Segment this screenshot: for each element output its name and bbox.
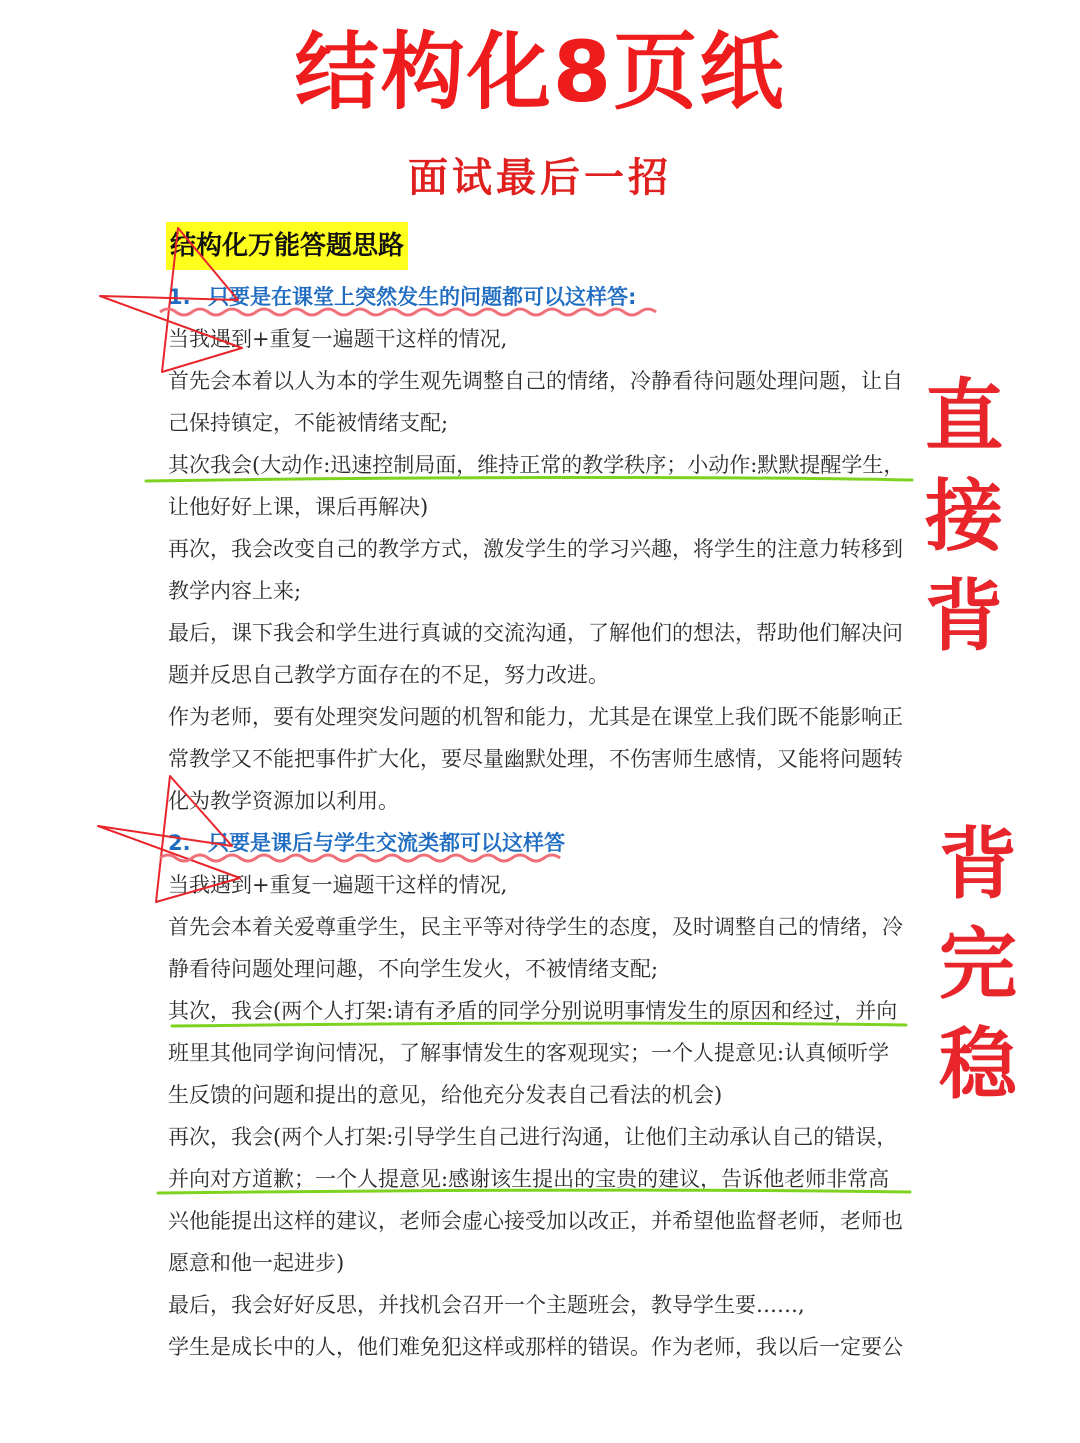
q2-line-6: 生反馈的问题和提出的意见，给他充分发表自己看法的机会) — [168, 1083, 723, 1107]
q2-line-9: 兴他能提出这样的建议，老师会虚心接受加以改正，并希望他监督老师，老师也 — [168, 1209, 903, 1233]
q1-line-1: 当我遇到+重复一遍题干这样的情况, — [168, 327, 508, 351]
q2-line-5: 班里其他同学询问情况，了解事情发生的客观现实；一个人提意见:认真倾听学 — [168, 1041, 890, 1065]
page-title: 结构化8页纸 — [294, 23, 786, 121]
side-note-memorize-steady — [938, 820, 1018, 1126]
q1-line-8: 最后，课下我会和学生进行真诚的交流沟通，了解他们的想法，帮助他们解决问 — [168, 621, 903, 645]
question-2-text: 只要是课后与学生交流类都可以这样答 — [208, 831, 565, 855]
side-note-1-char-2: 接 — [924, 472, 1003, 562]
q2-line-12: 学生是成长中的人，他们难免犯这样或那样的错误。作为老师，我以后一定要公 — [168, 1335, 903, 1359]
q1-line-12: 化为教学资源加以利用。 — [168, 789, 399, 813]
q1-line-10: 作为老师，要有处理突发问题的机智和能力，尤其是在课堂上我们既不能影响正 — [168, 705, 903, 729]
question-1-number: 1. — [168, 285, 191, 309]
side-note-2-char-1: 背 — [938, 820, 1017, 910]
side-note-1-char-3: 背 — [924, 572, 1003, 662]
q2-line-3: 静看待问题处理问趣，不向学生发火，不被情绪支配; — [168, 957, 659, 981]
q2-line-11: 最后，我会好好反思，并找机会召开一个主题班会，教导学生要……, — [168, 1293, 805, 1317]
question-2-title — [168, 828, 565, 858]
q2-line-10: 愿意和他一起进步) — [168, 1251, 345, 1275]
question-1-title — [168, 282, 636, 312]
section-heading: 结构化万能答题思路 — [166, 222, 408, 270]
side-note-direct-memorize — [924, 372, 1004, 678]
q1-line-11: 常教学又不能把事件扩大化，要尽量幽默处理，不伤害师生感情，又能将问题转 — [168, 747, 903, 771]
side-note-1-char-1: 直 — [924, 372, 1003, 462]
q2-line-1: 当我遇到+重复一遍题干这样的情况, — [168, 873, 508, 897]
q1-line-4: 其次我会(大动作:迅速控制局面，维持正常的教学秩序；小动作:默默提醒学生， — [168, 453, 905, 477]
q1-line-9: 题并反思自己教学方面存在的不足，努力改进。 — [168, 663, 609, 687]
side-note-2-char-2: 完 — [938, 920, 1017, 1010]
q2-line-2: 首先会本着关爱尊重学生，民主平等对待学生的态度，及时调整自己的情绪，冷 — [168, 915, 903, 939]
question-2-number: 2. — [168, 831, 191, 855]
q1-line-2: 首先会本着以人为本的学生观先调整自己的情绪，冷静看待问题处理问题，让自 — [168, 369, 903, 393]
question-1-text: 只要是在课堂上突然发生的问题都可以这样答: — [208, 285, 637, 309]
q1-line-7: 教学内容上来; — [168, 579, 302, 603]
q2-line-4: 其次，我会(两个人打架:请有矛盾的同学分别说明事情发生的原因和经过，并向 — [168, 999, 898, 1023]
q1-line-3: 己保持镇定，不能被情绪支配; — [168, 411, 449, 435]
q2-line-7: 再次，我会(两个人打架:引导学生自己进行沟通，让他们主动承认自己的错误， — [168, 1125, 898, 1149]
q1-line-5: 让他好好上课，课后再解决) — [168, 495, 429, 519]
q2-line-8: 并向对方道歉；一个人提意见:感谢该生提出的宝贵的建议，告诉他老师非常高 — [168, 1167, 890, 1191]
q1-line-6: 再次，我会改变自己的教学方式，激发学生的学习兴趣，将学生的注意力转移到 — [168, 537, 903, 561]
page-subtitle: 面试最后一招 — [408, 154, 672, 201]
side-note-2-char-3: 稳 — [938, 1020, 1017, 1110]
